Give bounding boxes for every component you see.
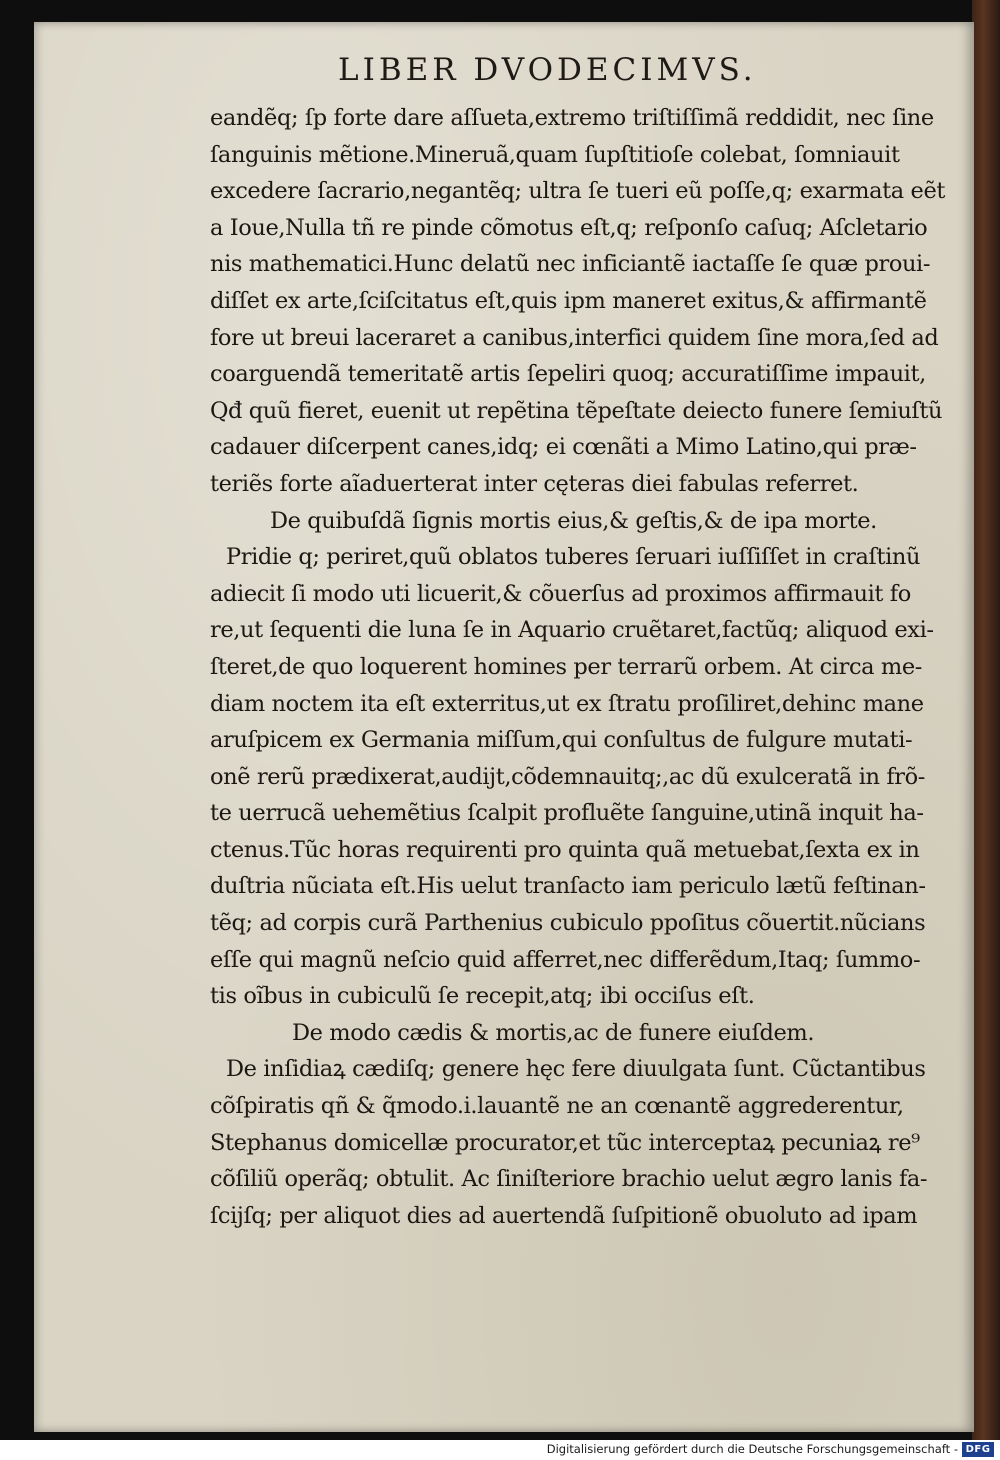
text-line: cadauer diſcerpent canes,idq; ei cœnãti a Mimo Latino,qui præ- — [210, 434, 917, 461]
text-block — [210, 100, 950, 1234]
text-line: coarguendã temeritatẽ artis ſepeliri quoq; accuratiſſime impauit, — [210, 361, 926, 388]
text-line: aruſpicem ex Germania miſſum,qui conſultus de fulgure mutati- — [210, 727, 913, 754]
text-line: diſſet ex arte,ſciſcitatus eſt,quis ipm maneret exitus,& affirmantẽ — [210, 287, 927, 314]
paragraph-1 — [210, 100, 950, 503]
text-line: te uerrucã uehemẽtius ſcalpit profluẽte ſanguine,utinã inquit ha- — [210, 800, 924, 827]
paragraph-3 — [210, 1051, 950, 1234]
text-line: ſteret,de quo loquerent homines per terrarũ orbem. At circa me- — [210, 653, 922, 680]
text-line: tẽq; ad corpis curã Parthenius cubiculo ppoſitus cõuertit.nũcians — [210, 910, 926, 937]
text-line: Stephanus domicellæ procurator,et tũc interceptaꝝ pecuniaꝝ re⁹ — [210, 1129, 920, 1156]
running-head: LIBER DVODECIMVS. — [338, 52, 757, 88]
text-line: re,ut ſequenti die luna ſe in Aquario cruẽtaret,factũq; aliquod exi- — [210, 617, 934, 644]
text-line: duſtria nũciata eſt.His uelut tranſacto iam periculo lætũ feſtinan- — [210, 873, 926, 900]
text-line: eſſe qui magnũ neſcio quid afferret,nec differẽdum,Itaq; ſummo- — [210, 946, 921, 973]
paragraph-2 — [210, 539, 950, 1015]
text-line: eandẽq; ſp forte dare aſſueta,extremo triſtiſſimã reddidit, nec ſine — [210, 105, 934, 131]
text-line: adiecit ſi modo uti licuerit,& cõuerſus ad proximos affirmauit fo — [210, 580, 911, 607]
book-binding-edge — [972, 0, 1000, 1440]
text-line: nis mathematici.Hunc delatũ nec inficiantẽ iactaſſe ſe quæ proui- — [210, 251, 931, 278]
text-line: teriẽs forte aĩaduerterat inter cęteras diei fabulas referret. — [210, 470, 859, 497]
text-line: cõſpiratis qñ & q̃modo.i.lauantẽ ne an cœnantẽ aggrederentur, — [210, 1093, 904, 1120]
section-heading: De modo cædis & mortis,ac de funere eiuſdem. — [292, 1019, 815, 1046]
funding-credit: Digitalisierung gefördert durch die Deutsche Forschungsgemeinschaft - — [546, 1442, 958, 1456]
text-line: tis oĩbus in cubiculũ ſe recepit,atq; ibi occiſus eſt. — [210, 983, 755, 1010]
text-line: Pridie q; periret,quũ oblatos tuberes ſeruari iuſſiſſet in craſtinũ — [226, 544, 921, 571]
text-line: Qđ quũ fieret, euenit ut repẽtina tẽpeſtate deiecto funere ſemiuſtũ — [210, 397, 943, 424]
section-heading: De quibuſdã ſignis mortis eius,& geſtis,& de ipa morte. — [270, 507, 877, 534]
text-line: a Ioue,Nulla tñ re pinde cõmotus eſt,q; reſponſo caſuq; Aſcletario — [210, 214, 928, 241]
text-line: fore ut breui laceraret a canibus,interfici quidem ſine mora,ſed ad — [210, 324, 939, 351]
text-line: diam noctem ita eſt exterritus,ut ex ſtratu proſiliret,dehinc mane — [210, 690, 924, 717]
text-line: ctenus.Tũc horas requirenti pro quinta quã metuebat,ſexta ex in — [210, 836, 920, 863]
dfg-logo-icon: DFG — [962, 1442, 994, 1457]
text-line: excedere ſacrario,negantẽq; ultra ſe tueri eũ poſſe,q; exarmata eẽt — [210, 178, 946, 205]
text-line: De inſidiaꝝ cædiſq; genere hęc fere diuulgata ſunt. Cũctantibus — [226, 1056, 926, 1083]
text-line: ſcijſq; per aliquot dies ad auertendã ſuſpitionẽ obuoluto ad ipam — [210, 1202, 918, 1229]
text-line: cõſiliũ operãq; obtulit. Ac ſiniſteriore brachio uelut ægro lanis fa- — [210, 1166, 928, 1193]
text-line: onẽ rerũ prædixerat,audijt,cõdemnauitq;,ac dũ exulceratã in frõ- — [210, 763, 925, 790]
text-line: ſanguinis mẽtione.Mineruã,quam ſupſtitioſe colebat, ſomniauit — [210, 141, 900, 168]
